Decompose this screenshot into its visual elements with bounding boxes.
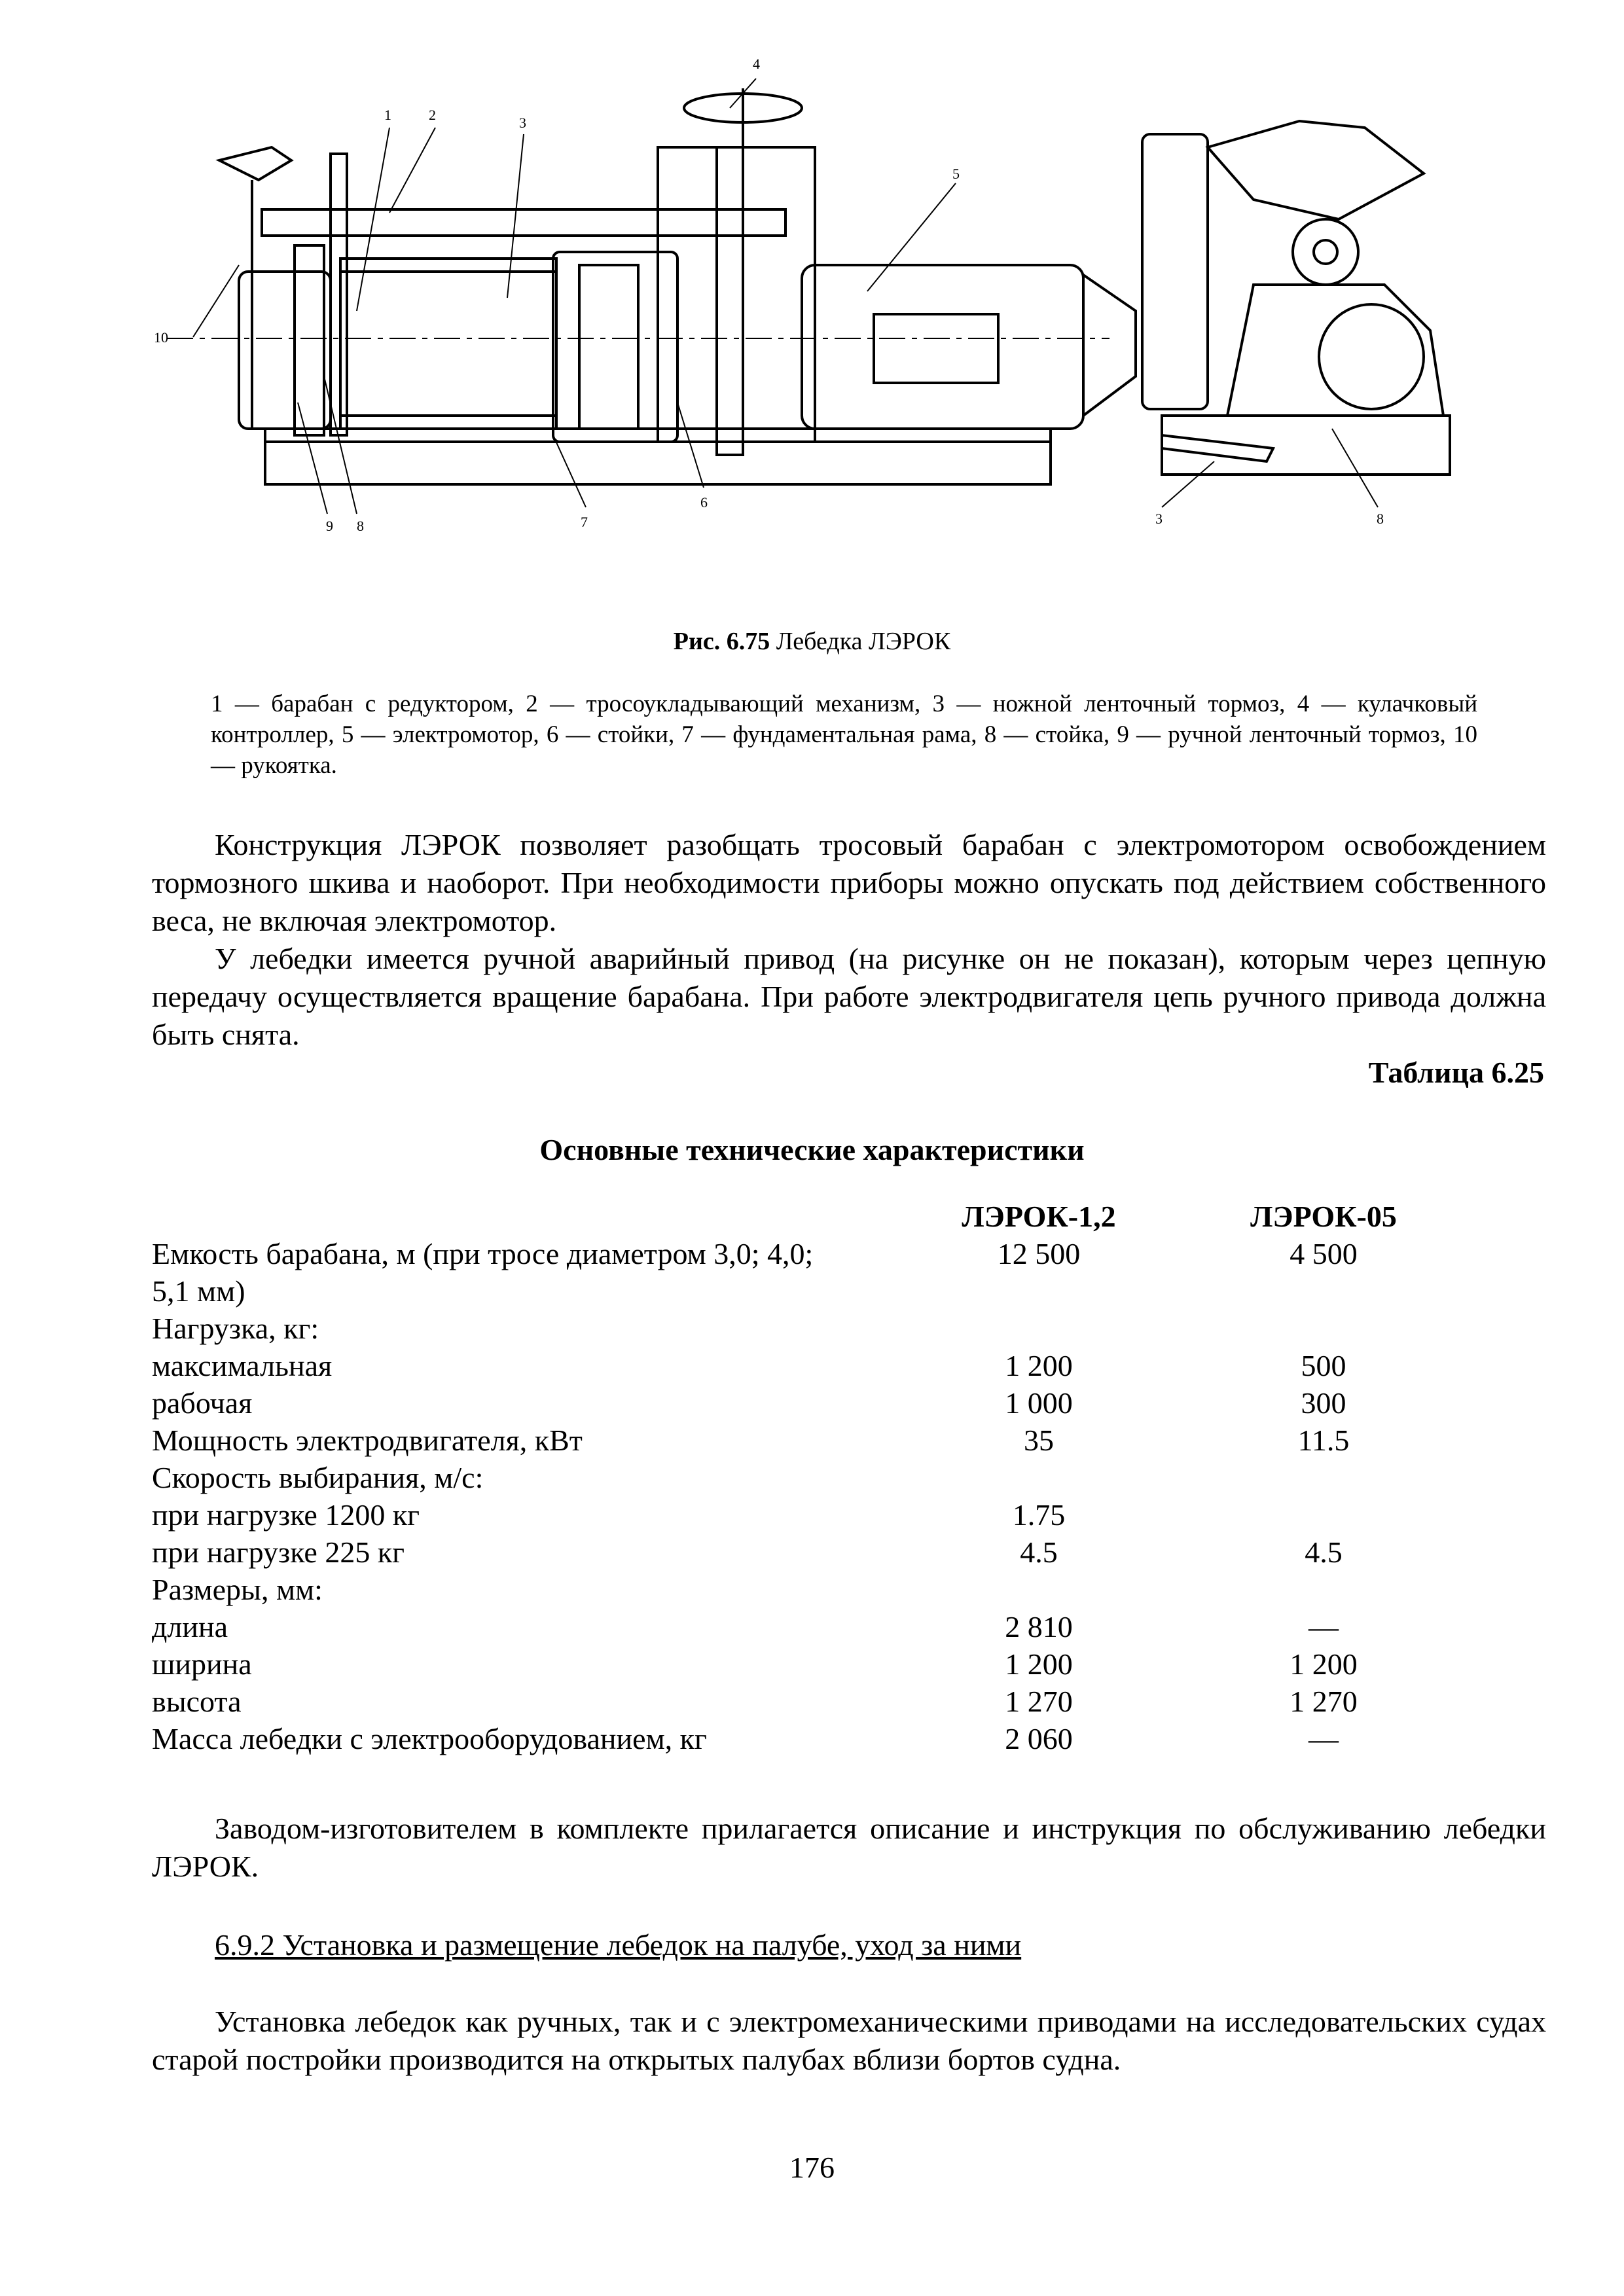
table-cell bbox=[898, 1571, 1180, 1608]
table-row bbox=[152, 1422, 1494, 1459]
table-cell: 300 bbox=[1301, 1386, 1346, 1420]
table-cell bbox=[1180, 1571, 1468, 1608]
table-cell bbox=[898, 1272, 1180, 1310]
figure-number: Рис. 6.75 bbox=[673, 628, 770, 655]
header-cell bbox=[152, 1198, 898, 1235]
header-cell: ЛЭРОК-1,2 bbox=[962, 1200, 1116, 1233]
table-cell: Скорость выбирания, м/с: bbox=[152, 1461, 484, 1494]
paragraph-2: У лебедки имеется ручной аварийный привод (на рисунке он не показан), которым через цепную передачу осуществляется вращение барабана. При работе электродвигателя цепь ручного привода должна быть снята. bbox=[152, 942, 1546, 1051]
table-cell bbox=[1180, 1496, 1468, 1534]
figure-legend: 1 — барабан с редуктором, 2 — тросоукладывающий механизм, 3 — ножной ленточный тормоз, 4 — кулачковый контроллер, 5 — электромотор, 6 — стойки, 7 — фундаментальная рама, 8 — стойка, 9 — ручной ленточный тормоз, 10 — рукоятка. bbox=[211, 691, 1477, 779]
table-cell: 11.5 bbox=[1297, 1424, 1350, 1457]
table-row bbox=[152, 1347, 1494, 1384]
table-cell: Мощность электродвигателя, кВт bbox=[152, 1424, 583, 1457]
figure-label-8: 8 bbox=[357, 518, 364, 534]
table-cell: Размеры, мм: bbox=[152, 1573, 323, 1606]
table-cell: 1 200 bbox=[1005, 1647, 1073, 1681]
table-title: Основные технические характеристики bbox=[539, 1133, 1085, 1166]
table-row bbox=[152, 1235, 1494, 1272]
table-cell: 1 000 bbox=[1005, 1386, 1073, 1420]
table-cell: 2 810 bbox=[1005, 1610, 1073, 1643]
table-cell: Масса лебедки с электрооборудованием, кг bbox=[152, 1722, 707, 1755]
paragraph-after-table: Заводом-изготовителем в комплекте прилагается описание и инструкция по обслуживанию лебедки ЛЭРОК. bbox=[152, 1812, 1546, 1883]
table-number: Таблица 6.25 bbox=[1368, 1056, 1544, 1089]
side-figure-label-3: 3 bbox=[1155, 511, 1163, 527]
table-cell: Емкость барабана, м (при тросе диаметром 3,0; 4,0; bbox=[152, 1237, 814, 1270]
figure-label-4: 4 bbox=[753, 56, 760, 72]
table-cell bbox=[1180, 1272, 1468, 1310]
table-cell: при нагрузке 225 кг bbox=[152, 1535, 405, 1569]
table-row bbox=[152, 1496, 1494, 1534]
table-row bbox=[152, 1608, 1494, 1645]
table-row bbox=[152, 1272, 1494, 1310]
figure-label-6: 6 bbox=[700, 494, 708, 511]
table-cell bbox=[898, 1459, 1180, 1496]
table-cell: 35 bbox=[1024, 1424, 1054, 1457]
table-cell: 1 270 bbox=[1005, 1685, 1073, 1718]
table-cell: 1 200 bbox=[1005, 1349, 1073, 1382]
table-row bbox=[152, 1459, 1494, 1496]
table-cell: максимальная bbox=[152, 1349, 333, 1382]
figure-label-2: 2 bbox=[429, 107, 436, 123]
table-cell: 1.75 bbox=[1012, 1498, 1066, 1532]
spec-table-header bbox=[152, 1198, 1494, 1235]
table-row bbox=[152, 1645, 1494, 1683]
table-row bbox=[152, 1683, 1494, 1720]
section-heading: 6.9.2 Установка и размещение лебедок на палубе, уход за ними bbox=[215, 1928, 1022, 1962]
table-row bbox=[152, 1720, 1494, 1757]
table-row bbox=[152, 1534, 1494, 1571]
table-cell: Нагрузка, кг: bbox=[152, 1312, 319, 1345]
table-cell: 4 500 bbox=[1290, 1237, 1358, 1270]
table-cell: высота bbox=[152, 1685, 242, 1718]
table-cell: 5,1 мм) bbox=[152, 1274, 245, 1308]
side-figure-label-8: 8 bbox=[1377, 511, 1384, 527]
table-cell: 4.5 bbox=[1305, 1535, 1343, 1569]
table-cell bbox=[1180, 1310, 1468, 1347]
table-cell: 1 270 bbox=[1290, 1685, 1358, 1718]
paragraph-1: Конструкция ЛЭРОК позволяет разобщать тросовый барабан с электромотором освобождением тормозного шкива и наоборот. При необходимости приборы можно опускать под действием собственного веса, не включая электромотор. bbox=[152, 828, 1546, 937]
winch-figure bbox=[141, 49, 1476, 573]
table-row bbox=[152, 1571, 1494, 1608]
table-cell bbox=[1180, 1459, 1468, 1496]
figure-label-10: 10 bbox=[154, 329, 168, 346]
figure-label-3: 3 bbox=[519, 115, 526, 131]
table-cell: 500 bbox=[1301, 1349, 1346, 1382]
figure-label-5: 5 bbox=[952, 166, 960, 182]
table-cell: — bbox=[1308, 1722, 1339, 1755]
table-cell: 12 500 bbox=[997, 1237, 1081, 1270]
header-cell: ЛЭРОК-05 bbox=[1250, 1200, 1397, 1233]
table-cell: 1 200 bbox=[1290, 1647, 1358, 1681]
page-number: 176 bbox=[789, 2151, 835, 2184]
table-cell: рабочая bbox=[152, 1386, 253, 1420]
table-cell: 2 060 bbox=[1005, 1722, 1073, 1755]
figure-label-7: 7 bbox=[581, 514, 588, 530]
spec-table bbox=[152, 1198, 1494, 1757]
table-cell: 4.5 bbox=[1020, 1535, 1058, 1569]
figure-caption bbox=[0, 627, 1624, 656]
table-cell: ширина bbox=[152, 1647, 252, 1681]
figure-label-1: 1 bbox=[384, 107, 391, 123]
figure-title: Лебедка ЛЭРОК bbox=[776, 628, 951, 655]
table-cell: при нагрузке 1200 кг bbox=[152, 1498, 420, 1532]
paragraph-final: Установка лебедок как ручных, так и с электромеханическими приводами на исследовательских судах старой постройки производится на открытых палубах вблизи бортов судна. bbox=[152, 2005, 1546, 2076]
table-cell: длина bbox=[152, 1610, 228, 1643]
table-row bbox=[152, 1384, 1494, 1422]
table-cell bbox=[898, 1310, 1180, 1347]
table-row bbox=[152, 1310, 1494, 1347]
figure-label-9: 9 bbox=[326, 518, 333, 534]
table-cell: — bbox=[1308, 1610, 1339, 1643]
